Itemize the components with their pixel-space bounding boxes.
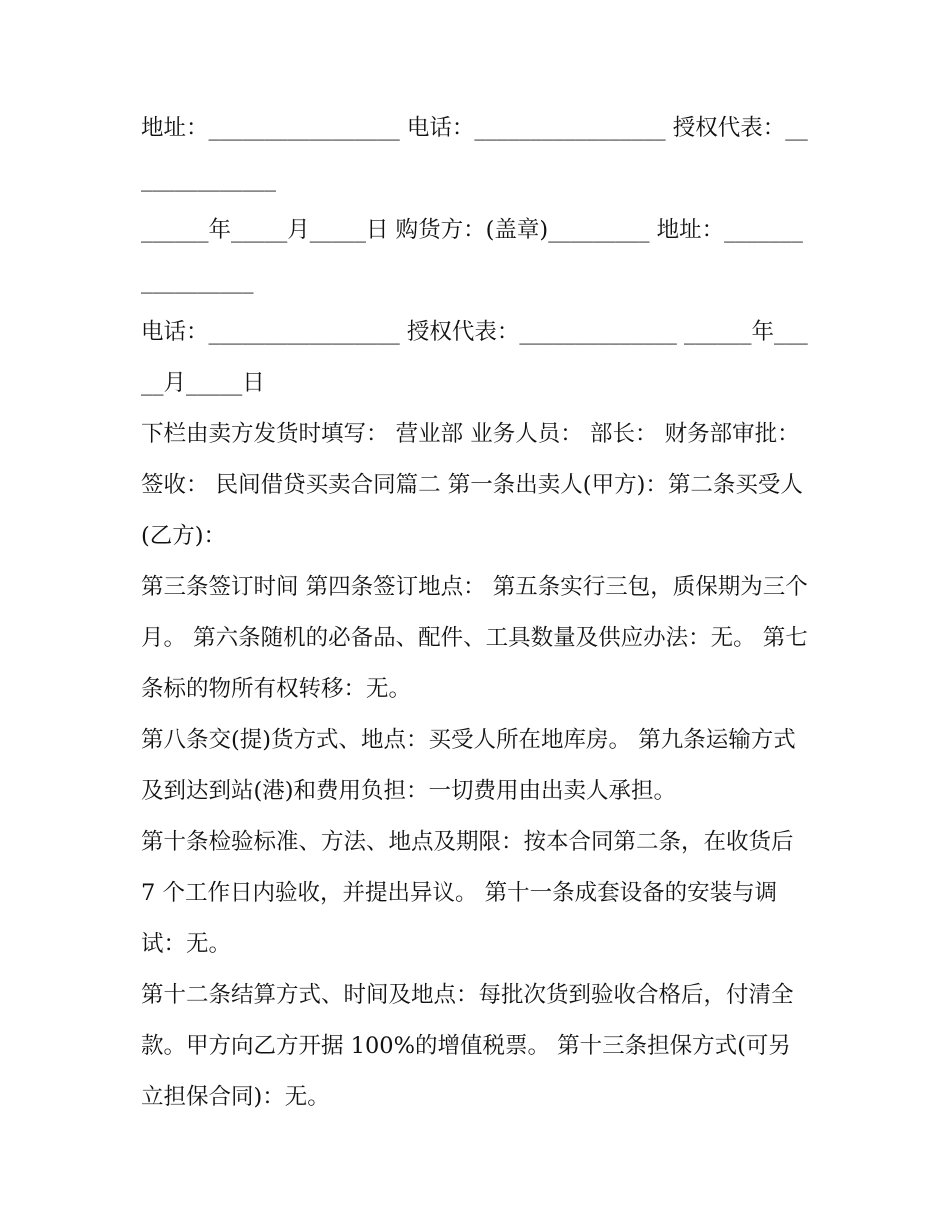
- document-page: [141, 103, 813, 1123]
- paragraph-articles-8-9: 第八条交(提)货方式、地点：买受人所在地库房。 第九条运输方式及到达到站(港)和费用负担：一切费用由出卖人承担。: [141, 727, 796, 804]
- paragraph-buyer-contact: 电话：_________________ 授权代表：______________ ______年_____月_____日: [141, 319, 808, 396]
- paragraph-seller-contact: 地址：_________________ 电话：_________________ 授权代表：______________: [141, 115, 808, 192]
- paragraph-articles-12-13: 第十二条结算方式、时间及地点：每批次货到验收合格后，付清全款。甲方向乙方开据 100%的增值税票。 第十三条担保方式(可另立担保合同)：无。: [141, 982, 794, 1110]
- paragraph-articles-3-7: 第三条签订时间 第四条签订地点： 第五条实行三包，质保期为三个月。 第六条随机的必备品、配件、工具数量及供应办法：无。 第七条标的物所有权转移：无。: [141, 574, 808, 702]
- paragraph-buyer-seal: ______年_____月_____日 购货方：(盖章)_________ 地址：_________________: [141, 217, 803, 294]
- paragraph-articles-10-11: 第十条检验标准、方法、地点及期限：按本合同第二条，在收货后 7 个工作日内验收，并提出异议。 第十一条成套设备的安装与调试：无。: [141, 829, 794, 957]
- paragraph-seller-fill-section: 下栏由卖方发货时填写： 营业部 业务人员： 部长： 财务部审批： 签收： 民间借贷买卖合同篇二 第一条出卖人(甲方)：第二条买受人(乙方)：: [141, 421, 803, 549]
